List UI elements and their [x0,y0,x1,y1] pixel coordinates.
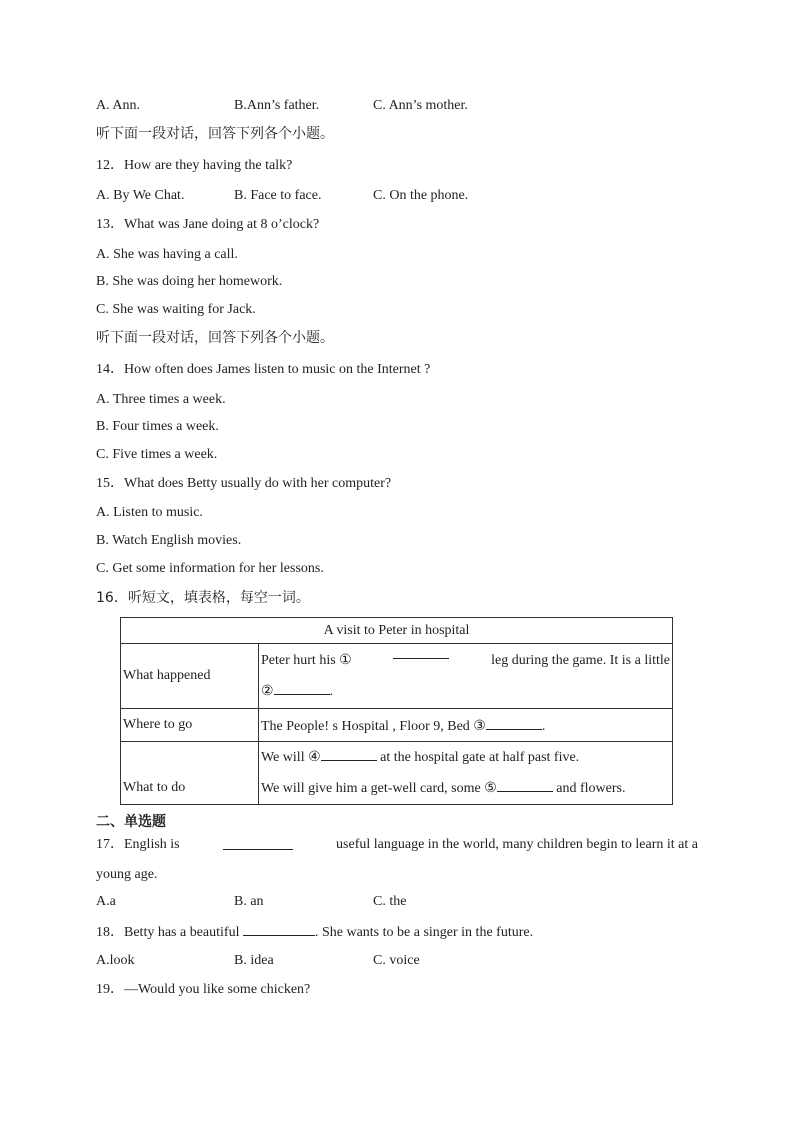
listening-table [120,617,673,805]
q16-stem: 16．听短文，填表格，每空一词。 [96,590,310,606]
q15-stem: 15．What does Betty usually do with her computer? [96,476,392,491]
row-text: Peter hurt his ① [261,653,352,668]
q11-option-b: B.Ann’s father. [234,98,320,113]
q18-stem [96,922,533,942]
row-text: We will give him a get-well card, some ⑤ [261,781,497,796]
q18-options [96,952,696,970]
q17-option-b: B. an [234,894,264,909]
q17-option-a: A.a [96,894,116,909]
answer-blank-3[interactable] [486,716,542,730]
q11-option-c: C. Ann’s mother. [373,98,468,113]
row-text: . [541,718,546,734]
q17-option-c: C. the [373,894,407,909]
q14-option-b: B. Four times a week. [96,419,219,434]
q12-stem: 12．How are they having the talk? [96,158,293,173]
q17-stem [96,836,698,854]
q18-option-b: B. idea [234,953,274,968]
section-title: 二、单选题 [96,814,166,830]
answer-blank-5[interactable] [497,778,553,792]
q14-option-a: A. Three times a week. [96,392,226,407]
q11-option-a: A. Ann. [96,98,140,113]
q13-option-b: B. She was doing her homework. [96,274,283,289]
table-row-label: What to do [121,742,259,805]
row-text: leg during the game. It is a little [491,653,670,668]
q12-options [96,187,696,205]
q17-stem-continued: young age. [96,867,158,882]
answer-blank-1[interactable] [393,645,449,659]
q15-option-a: A. Listen to music. [96,505,203,520]
table-row-label: Where to go [121,709,259,742]
table-row-content [259,742,673,805]
q18-option-a: A.look [96,953,135,968]
q13-stem: 13．What was Jane doing at 8 o’clock? [96,217,320,232]
table-row-content [259,644,673,709]
q18-blank[interactable] [243,922,315,936]
table-row-content [259,709,673,742]
q12-option-b: B. Face to face. [234,188,322,203]
q15-option-b: B. Watch English movies. [96,533,242,548]
row-text: and flowers. [556,781,626,796]
q12-option-c: C. On the phone. [373,188,469,203]
q14-option-c: C. Five times a week. [96,447,218,462]
q15-option-c: C. Get some information for her lessons. [96,561,324,576]
listening-instruction: 听下面一段对话，回答下列各个小题。 [96,330,334,346]
row-text: . [329,684,334,699]
listening-instruction: 听下面一段对话，回答下列各个小题。 [96,126,334,142]
q17-blank[interactable] [223,836,293,850]
answer-blank-4[interactable] [321,747,377,761]
q11-options [96,97,696,115]
q14-stem: 14．How often does James listen to music on the Internet ? [96,362,431,377]
q13-option-a: A. She was having a call. [96,247,238,262]
q17-options [96,893,696,911]
row-text: The People! s Hospital , Floor 9, Bed ③ [261,718,486,734]
q13-option-c: C. She was waiting for Jack. [96,302,256,317]
q18-stem-start: 18．Betty has a beautiful [96,925,240,940]
table-title: A visit to Peter in hospital [121,618,673,644]
q12-option-a: A. By We Chat. [96,188,185,203]
row-text: ② [261,684,274,699]
table-row-label: What happened [121,644,259,709]
row-text: at the hospital gate at half past five. [380,750,580,765]
q19-stem: 19．—Would you like some chicken? [96,982,311,997]
q17-stem-start: 17．English is [96,837,180,852]
answer-blank-2[interactable] [274,681,330,695]
q17-stem-end: useful language in the world, many children begin to learn it at a [336,837,698,852]
q18-stem-end: . She wants to be a singer in the future. [314,925,534,940]
row-text: We will ④ [261,750,321,765]
q18-option-c: C. voice [373,953,420,968]
